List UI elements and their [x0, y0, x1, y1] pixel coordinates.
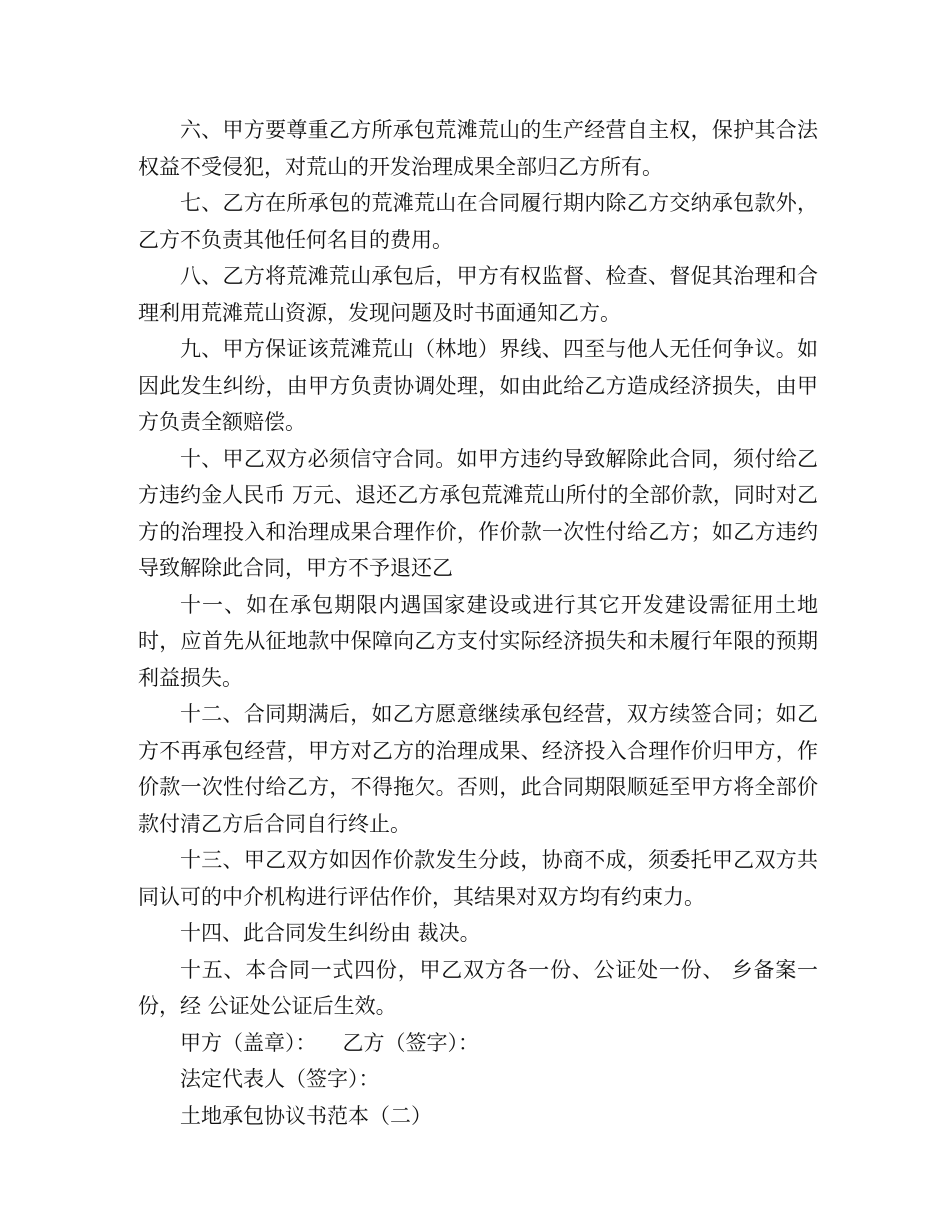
- clause-13: 十三、甲乙双方如因作价款发生分歧，协商不成，须委托甲乙双方共同认可的中介机构进行评估作价，其结果对双方均有约束力。: [138, 848, 818, 909]
- legal-rep-signature-label: 法定代表人（签字）：: [180, 1067, 380, 1091]
- clause-9: 九、甲方保证该荒滩荒山（林地）界线、四至与他人无任何争议。如因此发生纠纷，由甲方负责协调处理，如由此给乙方造成经济损失，由甲方负责全额赔偿。: [138, 337, 818, 434]
- clause-7: 七、乙方在所承包的荒滩荒山在合同履行期内除乙方交纳承包款外，乙方不负责其他任何名目的费用。: [138, 191, 818, 252]
- next-section-heading: 土地承包协议书范本（二）: [180, 1103, 432, 1128]
- clause-8: 八、乙方将荒滩荒山承包后，甲方有权监督、检查、督促其治理和合理利用荒滩荒山资源，发现问题及时书面通知乙方。: [138, 264, 818, 325]
- clause-12: 十二、合同期满后，如乙方愿意继续承包经营，双方续签合同；如乙方不再承包经营，甲方对乙方的治理成果、经济投入合理作价归甲方，作价款一次性付给乙方，不得拖欠。否则，此合同期限顺延至甲方将全部价款付清乙方后合同自行终止。: [138, 702, 818, 836]
- clause-15: 十五、本合同一式四份，甲乙双方各一份、公证处一份、 乡备案一份，经 公证处公证后生效。: [138, 957, 818, 1018]
- clause-10: 十、甲乙双方必须信守合同。如甲方违约导致解除此合同，须付给乙方违约金人民币 万元、退还乙方承包荒滩荒山所付的全部价款，同时对乙方的治理投入和治理成果合理作价，作价款一次性付给乙方；如乙方违约导致解除此合同，甲方不予退还乙: [138, 446, 818, 580]
- party-b-signature-label: 乙方（签字）：: [342, 1030, 479, 1055]
- clause-11: 十一、如在承包期限内遇国家建设或进行其它开发建设需征用土地时，应首先从征地款中保障向乙方支付实际经济损失和未履行年限的预期利益损失。: [138, 592, 818, 690]
- clause-6: 六、甲方要尊重乙方所承包荒滩荒山的生产经营自主权，保护其合法权益不受侵犯，对荒山的开发治理成果全部归乙方所有。: [138, 118, 818, 179]
- contract-page: [138, 112, 818, 1134]
- signature-line-parties: [138, 1025, 818, 1062]
- party-a-seal-label: 甲方（盖章）：: [180, 1030, 317, 1055]
- signature-line-legal-rep: [138, 1061, 818, 1098]
- clause-14: 十四、此合同发生纠纷由 裁决。: [180, 921, 481, 945]
